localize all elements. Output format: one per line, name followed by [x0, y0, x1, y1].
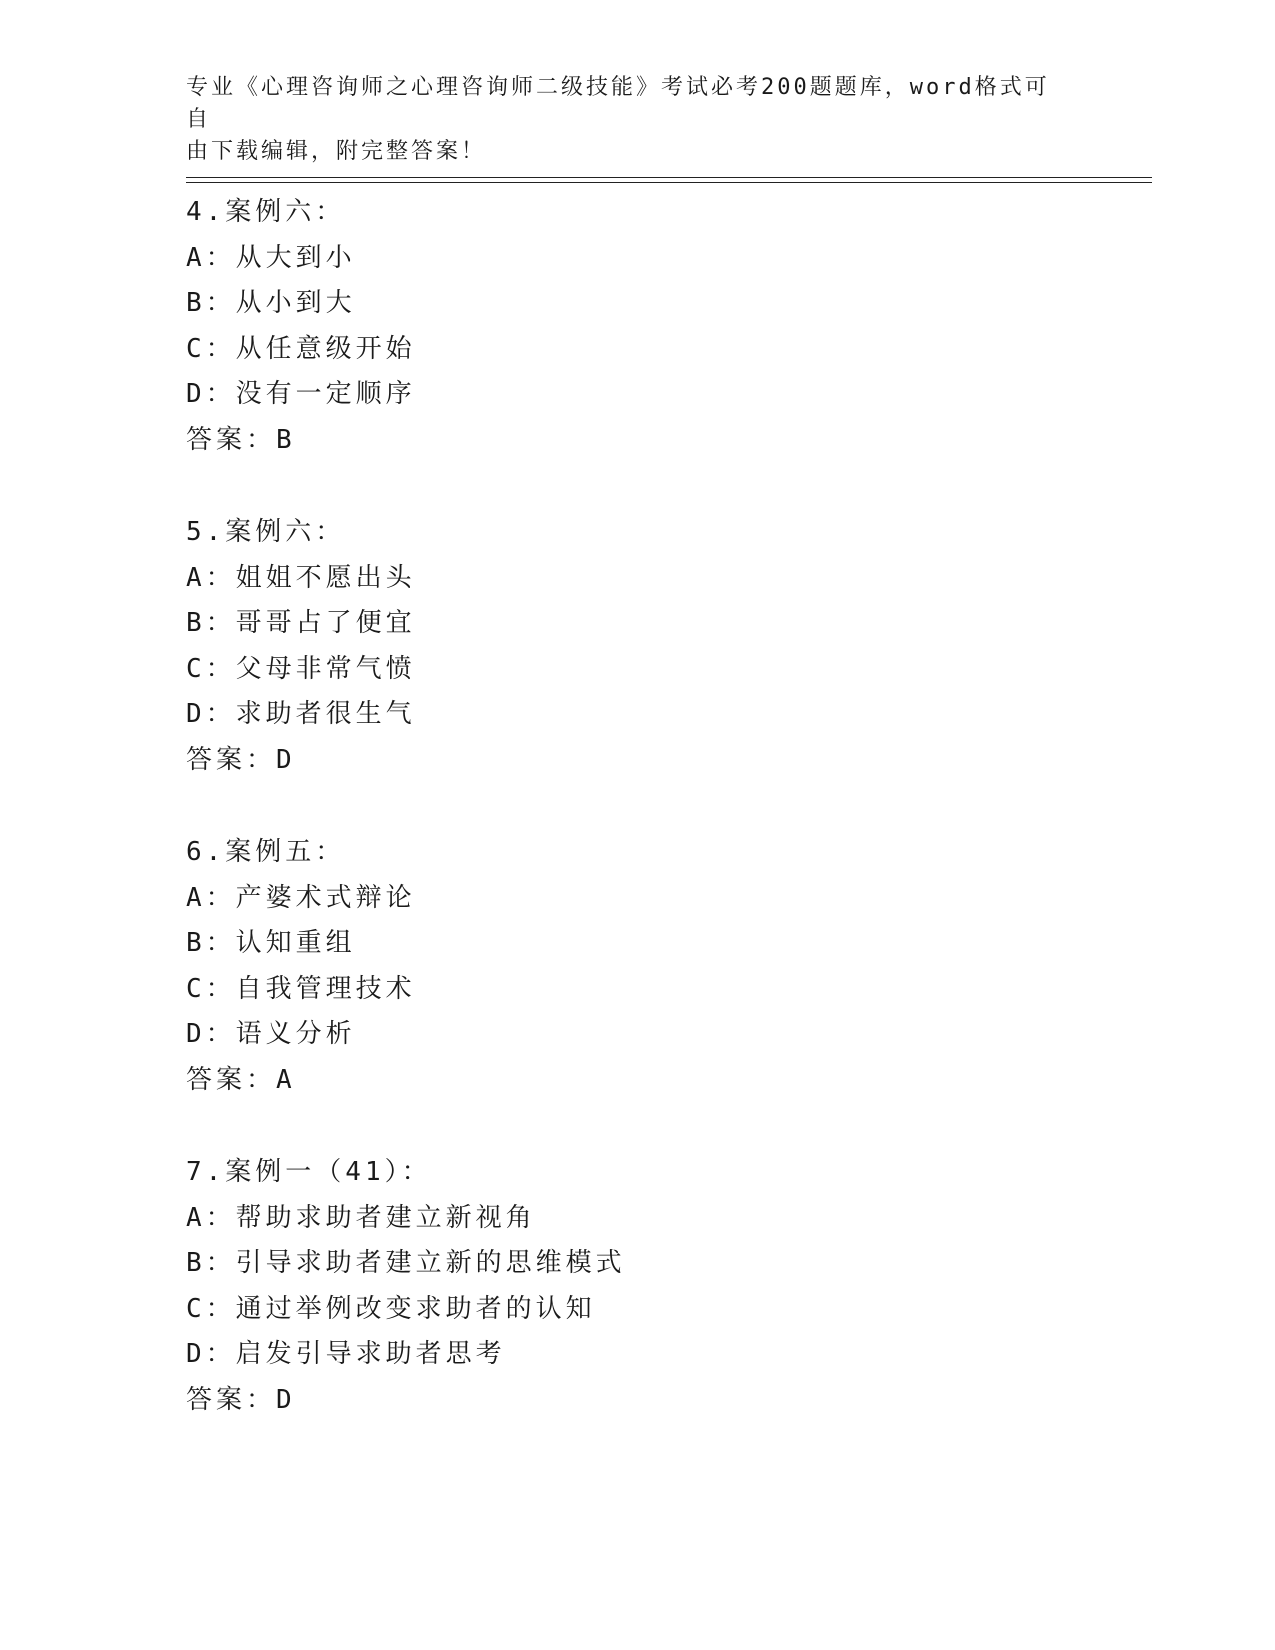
- document-header: [186, 72, 1066, 168]
- header-divider-top: [186, 177, 1152, 178]
- option-b: B：从小到大: [186, 288, 356, 318]
- header-line-1: 专业《心理咨询师之心理咨询师二级技能》考试必考200题题库，word格式可自: [186, 75, 1050, 132]
- option-a: A：姐姐不愿出头: [186, 562, 416, 593]
- option-d: D：求助者很生气: [186, 699, 416, 729]
- question-stem: 7.案例一（41）：: [186, 1157, 432, 1187]
- option-c: C：从任意级开始: [186, 333, 416, 364]
- option-c: C：通过举例改变求助者的认知: [186, 1293, 596, 1324]
- answer-line: 答案：A: [186, 1064, 296, 1095]
- option-c: C：父母非常气愤: [186, 653, 416, 684]
- answer-line: 答案：B: [186, 424, 296, 455]
- option-a: A：产婆术式辩论: [186, 882, 416, 913]
- question-item: [186, 190, 1152, 463]
- header-line-2: 由下载编辑，附完整答案！: [186, 139, 487, 164]
- header-divider-bottom: [186, 182, 1152, 183]
- question-stem: 6.案例五：: [186, 837, 346, 867]
- question-list: [186, 190, 1152, 1470]
- option-b: B：哥哥占了便宜: [186, 608, 416, 638]
- option-b: B：引导求助者建立新的思维模式: [186, 1248, 626, 1278]
- option-a: A：从大到小: [186, 242, 356, 273]
- option-d: D：启发引导求助者思考: [186, 1339, 506, 1369]
- option-c: C：自我管理技术: [186, 973, 416, 1004]
- option-d: D：语义分析: [186, 1019, 356, 1049]
- answer-line: 答案：D: [186, 744, 296, 775]
- option-a: A：帮助求助者建立新视角: [186, 1202, 536, 1233]
- option-d: D：没有一定顺序: [186, 379, 416, 409]
- question-stem: 5.案例六：: [186, 517, 346, 547]
- option-b: B：认知重组: [186, 928, 356, 958]
- question-stem: 4.案例六：: [186, 197, 346, 227]
- answer-line: 答案：D: [186, 1384, 296, 1415]
- question-item: [186, 510, 1152, 783]
- question-item: [186, 1150, 1152, 1423]
- question-item: [186, 830, 1152, 1103]
